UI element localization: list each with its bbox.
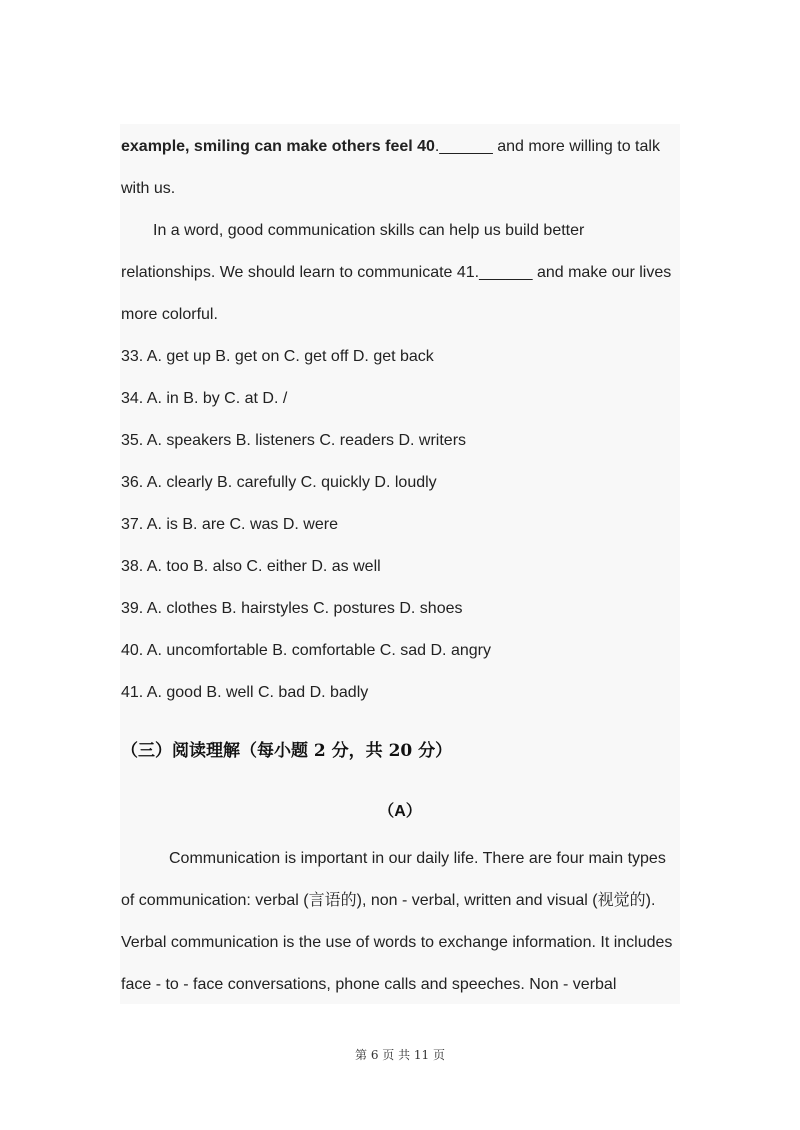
option-row-41: 41. A. good B. well C. bad D. badly [121, 684, 369, 701]
page-footer: 第 6 页 共 11 页 [355, 1048, 445, 1062]
option-row-34: 34. A. in B. by C. at D. / [121, 390, 288, 407]
passage-paragraph-start: In a word, good communication skills can help us build better [153, 222, 585, 239]
passage-line: with us. [121, 180, 176, 197]
option-row-36: 36. A. clearly B. carefully C. quickly D. loudly [121, 474, 437, 491]
part-label: （A） [378, 803, 422, 820]
reading-paragraph-start: Communication is important in our daily life. There are four main types [169, 850, 666, 867]
option-row-40: 40. A. uncomfortable B. comfortable C. sad D. angry [121, 642, 491, 659]
passage-line [121, 137, 660, 157]
option-row-35: 35. A. speakers B. listeners C. readers D. writers [121, 432, 467, 449]
section-title: （三）阅读理解（每小题 2 分，共 20 分） [121, 741, 453, 761]
passage-line: relationships. We should learn to communicate 41.______ and make our lives [121, 264, 672, 281]
option-row-33: 33. A. get up B. get on C. get off D. get back [121, 348, 434, 365]
option-row-39: 39. A. clothes B. hairstyles C. postures D. shoes [121, 600, 463, 617]
passage-line: more colorful. [121, 306, 218, 323]
passage-blank-text: .______ and more willing to talk [434, 138, 660, 155]
reading-line: of communication: verbal (言语的), non - verbal, written and visual (视觉的). [121, 892, 656, 909]
passage-bold-text: example, smiling can make others feel 40 [121, 138, 435, 155]
reading-line: face - to - face conversations, phone calls and speeches. Non - verbal [121, 976, 617, 993]
reading-line: Verbal communication is the use of words to exchange information. It includes [121, 934, 673, 951]
option-row-38: 38. A. too B. also C. either D. as well [121, 558, 381, 575]
option-row-37: 37. A. is B. are C. was D. were [121, 516, 338, 533]
